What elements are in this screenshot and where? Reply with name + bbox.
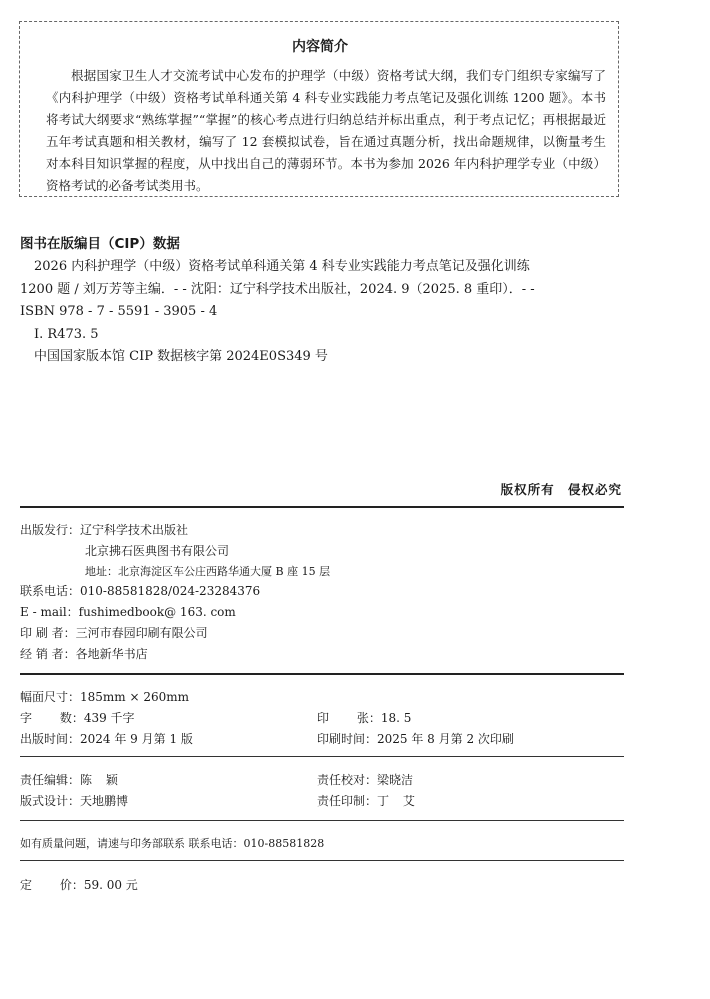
pub-time-value: 2024 年 9 月第 1 版 — [80, 732, 193, 746]
printer-row — [20, 624, 208, 641]
quality-contact: 如有质量问题，请速与印务部联系 联系电话：010-88581828 — [20, 837, 325, 850]
price-value: 59. 00 元 — [83, 878, 138, 892]
summary-box — [19, 21, 619, 197]
size-value: 185mm × 260mm — [80, 690, 190, 704]
print-time-label: 印刷时间： — [317, 732, 378, 746]
words-row — [20, 709, 135, 726]
proof-row — [317, 771, 413, 788]
cip-title: 图书在版编目（CIP）数据 — [20, 236, 180, 252]
size-row — [20, 688, 189, 705]
copyright-notice: 版权所有 侵权必究 — [500, 482, 622, 497]
cip-line-3: ISBN 978 - 7 - 5591 - 3905 - 4 — [20, 304, 218, 319]
size-label: 幅面尺寸： — [20, 690, 81, 704]
price-label: 定 价： — [20, 878, 84, 892]
design-value: 天地鹏博 — [80, 794, 129, 808]
editor-label: 责任编辑： — [20, 773, 81, 787]
cip-line-1: 2026 内科护理学（中级）资格考试单科通关第 4 科专业实践能力考点笔记及强化训练 — [34, 259, 530, 274]
proof-label: 责任校对： — [317, 773, 378, 787]
print-time-value: 2025 年 8 月第 2 次印刷 — [377, 732, 514, 746]
cip-line-4: Ⅰ. R473. 5 — [34, 326, 99, 342]
print-time-row — [317, 730, 514, 747]
sheets-value: 18. 5 — [380, 711, 412, 725]
cip-line-5: 中国国家版本馆 CIP 数据核字第 2024E0S349 号 — [34, 349, 328, 364]
printer-label: 印 刷 者： — [20, 626, 76, 640]
email-row — [20, 603, 236, 620]
cip-block — [20, 232, 624, 369]
design-label: 版式设计： — [20, 794, 81, 808]
divider — [20, 673, 624, 675]
co-publisher-name: 北京拂石医典图书有限公司 — [85, 544, 230, 558]
proof-value: 梁晓洁 — [377, 773, 414, 787]
words-label: 字 数： — [20, 711, 84, 725]
words-value: 439 千字 — [83, 711, 135, 725]
divider — [20, 820, 624, 821]
email-value: fushimedbook@ 163. com — [78, 605, 236, 619]
distributor-row — [20, 645, 148, 662]
design-row — [20, 792, 128, 809]
publisher-row — [20, 521, 188, 538]
phone-label: 联系电话： — [20, 584, 81, 598]
cip-line-2: 1200 题 / 刘万芳等主编．- - 沈阳：辽宁科学技术出版社，2024. 9（2025. 8 重印）．- - — [20, 281, 535, 297]
phone-row — [20, 582, 260, 599]
divider — [20, 756, 624, 757]
sheets-label: 印 张： — [317, 711, 381, 725]
sheets-row — [317, 709, 411, 726]
summary-body: 根据国家卫生人才交流考试中心发布的护理学（中级）资格考试大纲，我们专门组织专家编写了《内科护理学（中级）资格考试单科通关第 4 科专业实践能力考点笔记及强化训练 1200 题》。本书将考试大纲要求“熟练掌握”“掌握”的核心考点进行归纳总结并标出重点，利于考点记忆；再根据最近五年考试真题和相关教材，编写了 12 套模拟试卷，旨在通过真题分析，找出命题规律，以衡量考生对本科目知识掌握的程度，从中找出自己的薄弱环节。本书为参加 2026 年内科护理学专业（中级）资格考试的必备考试类用书。 — [46, 68, 606, 193]
printer-value: 三河市春园印刷有限公司 — [75, 626, 208, 640]
publisher-label: 出版发行： — [20, 523, 81, 537]
print-resp-label: 责任印制： — [317, 794, 378, 808]
divider — [20, 506, 624, 508]
editor-value: 陈 颖 — [80, 773, 118, 787]
summary-title: 内容简介 — [292, 39, 348, 55]
distributor-label: 经 销 者： — [20, 647, 76, 661]
distributor-value: 各地新华书店 — [75, 647, 148, 661]
pub-time-row — [20, 730, 193, 747]
divider — [20, 860, 624, 861]
print-resp-row — [317, 792, 415, 809]
publisher-address: 地址：北京海淀区车公庄西路华通大厦 B 座 15 层 — [85, 565, 331, 578]
email-label: E - mail： — [20, 605, 79, 619]
phone-value: 010-88581828/024-23284376 — [80, 584, 261, 598]
print-resp-value: 丁 艾 — [377, 794, 415, 808]
price-row — [20, 876, 138, 893]
editor-row — [20, 771, 118, 788]
pub-time-label: 出版时间： — [20, 732, 81, 746]
publisher-name: 辽宁科学技术出版社 — [80, 523, 189, 537]
